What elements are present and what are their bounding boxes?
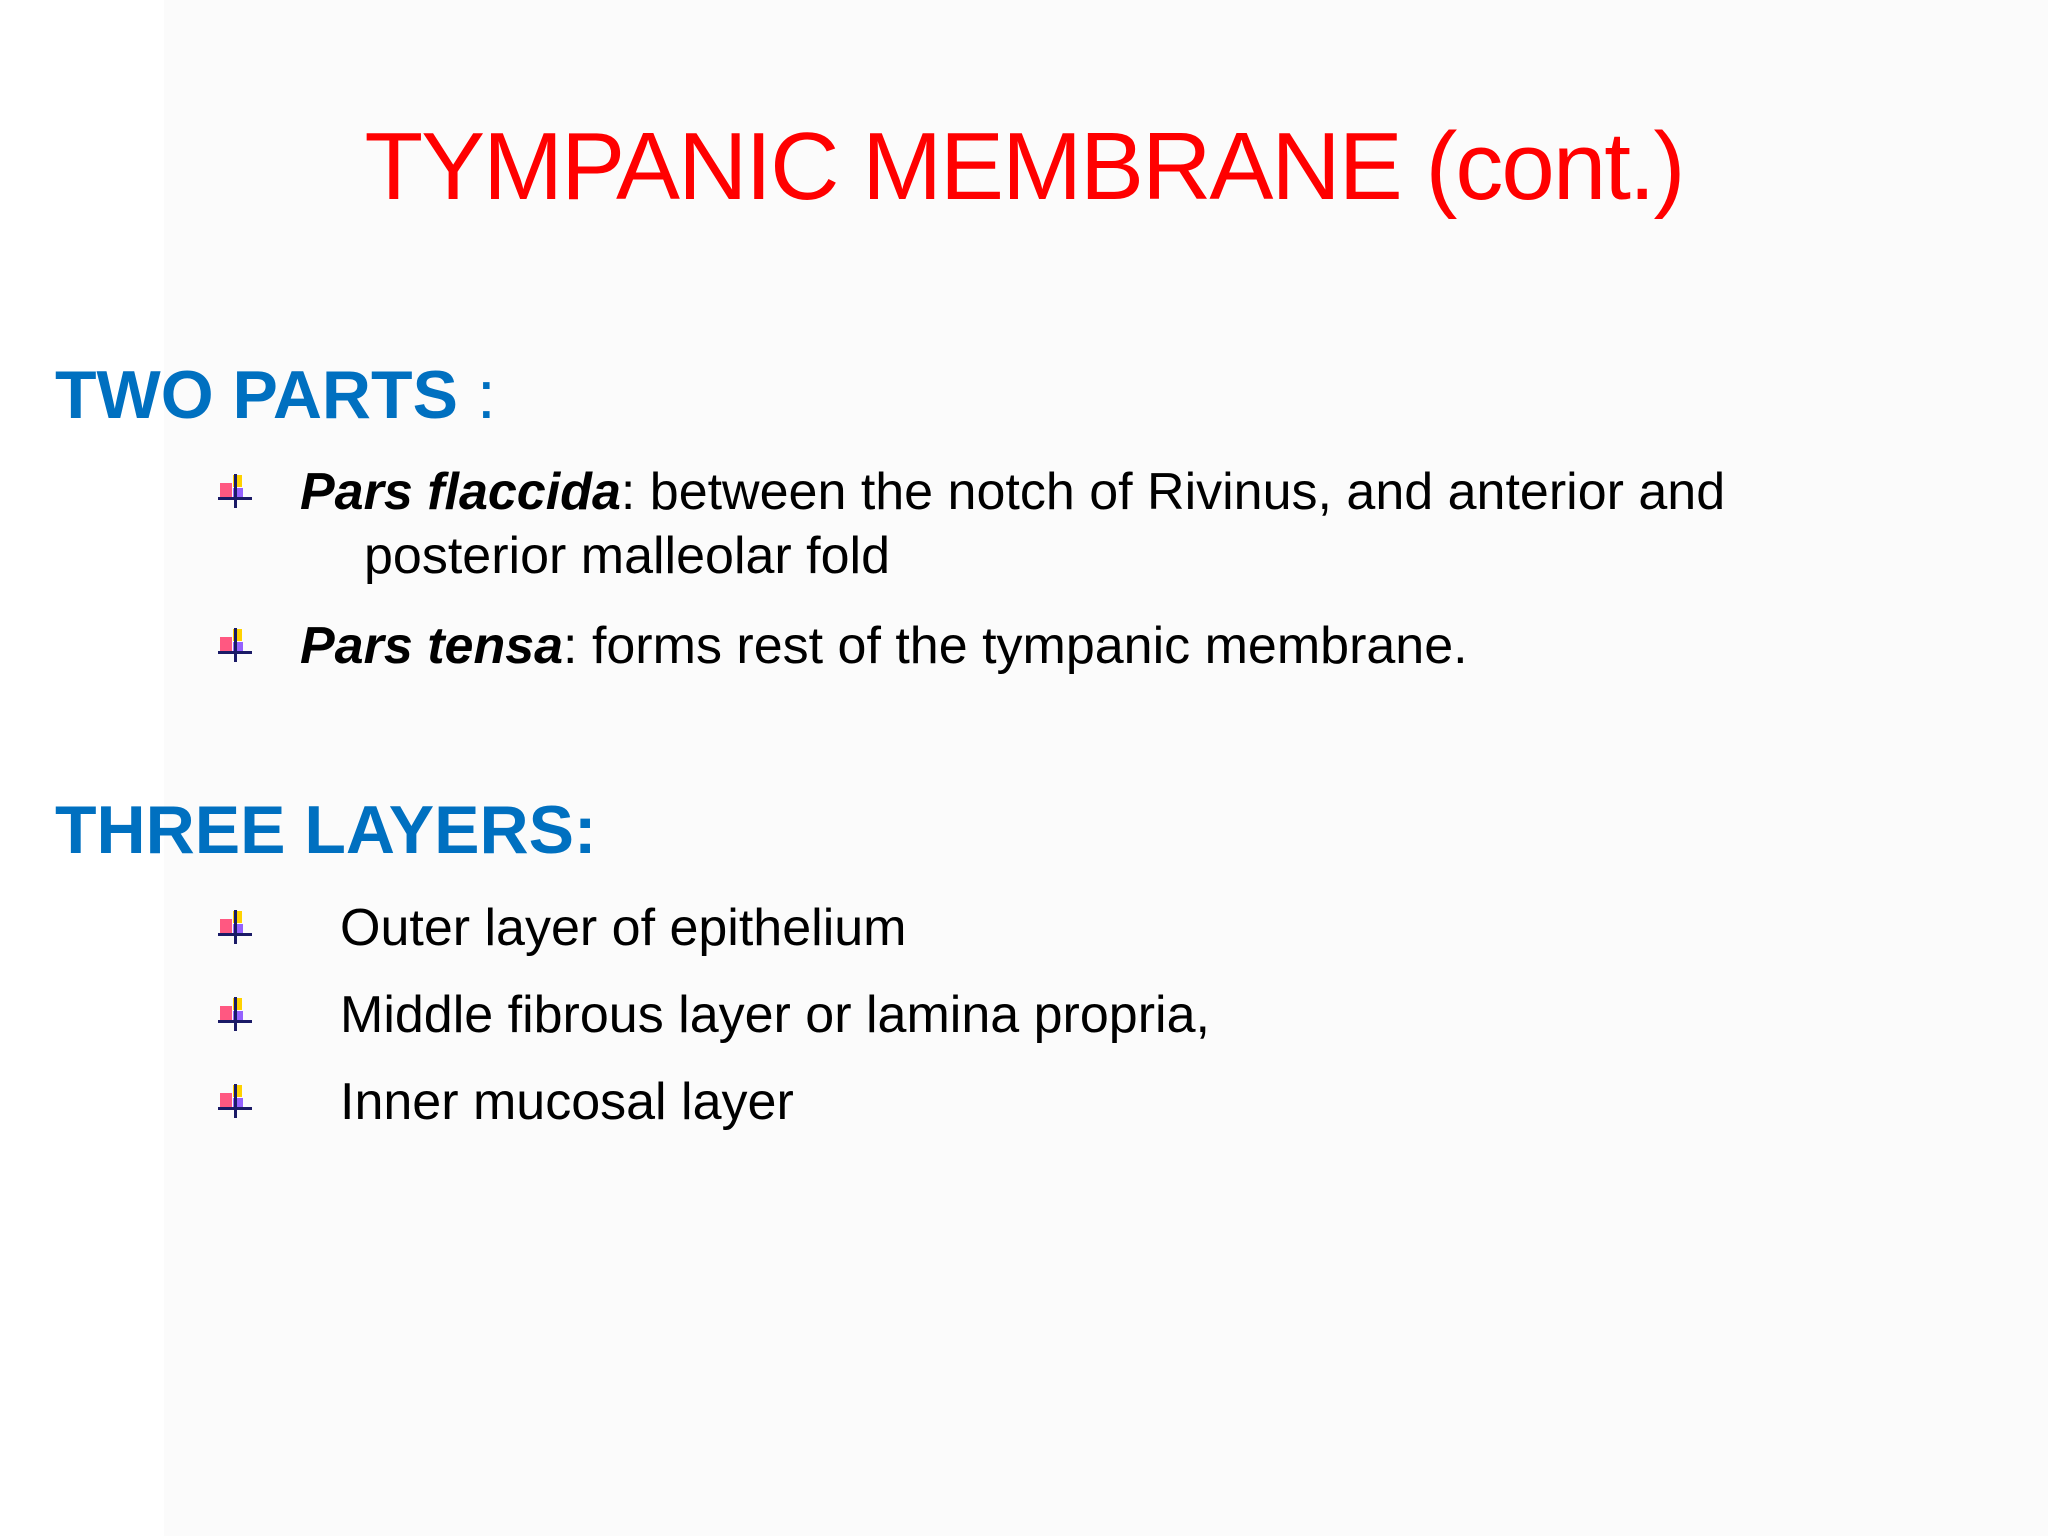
- bullet-text: [300, 460, 1725, 588]
- term-pars-flaccida: Pars flaccida: [300, 463, 621, 521]
- cross-arrow-bullet-icon: [218, 1084, 252, 1120]
- section-heading-text: TWO PARTS: [55, 357, 458, 433]
- layer-outer: Outer layer of epithelium: [340, 899, 907, 957]
- term-description-continued: posterior malleolar fold: [364, 527, 891, 585]
- cross-arrow-bullet-icon: [218, 628, 252, 664]
- section-heading-three-layers: THREE LAYERS:: [55, 792, 597, 868]
- bullet-text: [300, 614, 1468, 678]
- cross-arrow-bullet-icon: [218, 474, 252, 510]
- section-heading-colon: :: [457, 357, 496, 433]
- slide-title: TYMPANIC MEMBRANE (cont.): [364, 113, 1684, 220]
- term-pars-tensa: Pars tensa: [300, 617, 564, 675]
- term-description: : forms rest of the tympanic membrane.: [563, 617, 1468, 675]
- cross-arrow-bullet-icon: [218, 997, 252, 1033]
- layer-inner: Inner mucosal layer: [340, 1073, 794, 1131]
- layer-middle: Middle fibrous layer or lamina propria,: [340, 986, 1210, 1044]
- term-description: : between the notch of Rivinus, and anterior and: [620, 463, 1726, 521]
- section-heading-two-parts: [55, 355, 496, 435]
- cross-arrow-bullet-icon: [218, 910, 252, 946]
